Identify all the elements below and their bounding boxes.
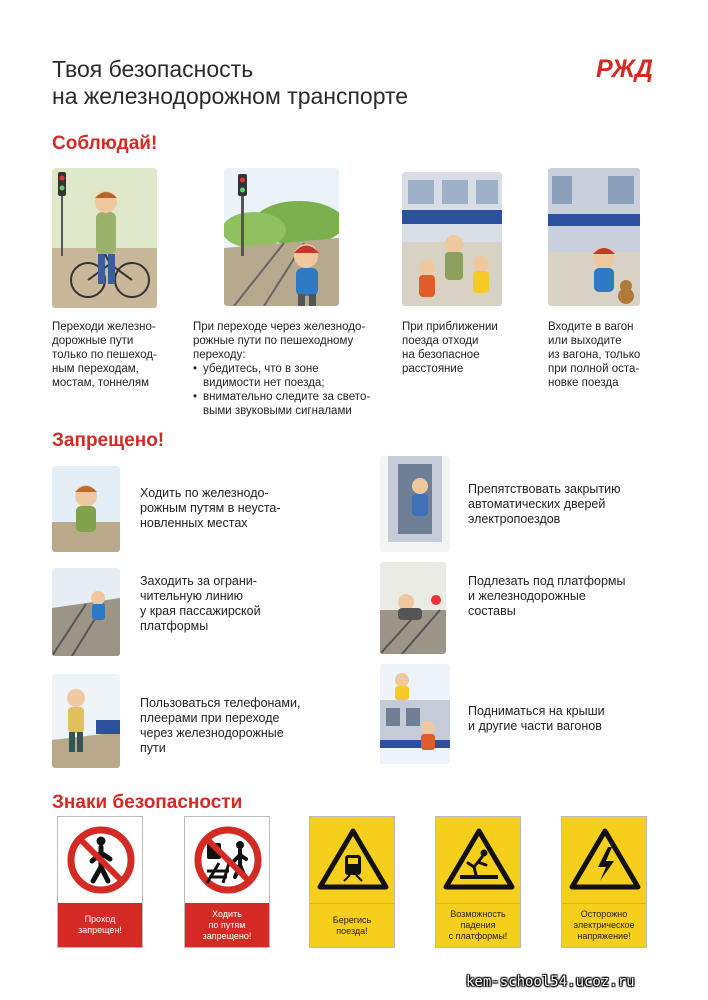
- caption-line: новке поезда: [548, 377, 619, 389]
- illustration-crossing-bike: [52, 168, 157, 308]
- caption-line: пути: [140, 741, 166, 755]
- illustration-walking-tracks: [52, 466, 120, 552]
- train-approach-illustration: [402, 172, 502, 306]
- caption-line: автоматических дверей: [468, 497, 606, 511]
- sign-label: Проход запрещен!: [58, 903, 142, 947]
- sign-fall-warning: [435, 816, 521, 948]
- train-roof-illustration: [380, 664, 450, 764]
- illustration-phone-tracks: [52, 674, 120, 768]
- caption-forbidden-2: [468, 482, 621, 527]
- caption-line: и железнодорожные: [468, 589, 586, 603]
- caption-observe-1: [52, 320, 157, 390]
- caption-line: составы: [468, 604, 516, 618]
- caption-line: на безопасное: [402, 349, 480, 361]
- caption-line: чительную линию: [140, 589, 243, 603]
- title-line-1: Твоя безопасность: [52, 56, 254, 82]
- caption-line: через железнодорожные: [140, 726, 284, 740]
- caption-line: переходу:: [193, 349, 246, 361]
- caption-forbidden-5: [140, 696, 300, 756]
- sign-train-warning: [309, 816, 395, 948]
- caption-line: Подниматься на крыши: [468, 704, 605, 718]
- caption-line: Переходи железно-: [52, 321, 156, 333]
- caption-line: плеерами при переходе: [140, 711, 280, 725]
- sign-label: Берегись поезда!: [310, 903, 394, 947]
- caption-line: ным переходам,: [52, 363, 139, 375]
- caption-observe-3: [402, 320, 498, 376]
- walking-tracks-illustration: [52, 466, 120, 552]
- illustration-train-approach: [402, 172, 502, 306]
- caption-line: только по пешеход-: [52, 349, 157, 361]
- crossing-bike-illustration: [52, 168, 157, 308]
- caption-forbidden-1: [140, 486, 281, 531]
- caption-line: при полной оста-: [548, 363, 640, 375]
- caption-bullet: • внимательно следите за свето- выми звуковыми сигналами: [193, 390, 370, 418]
- sign-no-pedestrian: [57, 816, 143, 948]
- no-pedestrian-icon: [58, 817, 144, 903]
- section-heading-observe: Соблюдай!: [52, 133, 158, 154]
- caption-line: рожные пути по пешеходному: [193, 335, 354, 347]
- caption-line: При переходе через железнодо-: [193, 321, 366, 333]
- section-heading-forbidden: Запрещено!: [52, 430, 165, 451]
- electric-warning-icon: [562, 817, 648, 903]
- illustration-under-platform: [380, 562, 446, 654]
- caption-line: При приближении: [402, 321, 498, 333]
- caption-line: поезда отходи: [402, 335, 479, 347]
- caption-line: мостам, тоннелям: [52, 377, 149, 389]
- under-platform-illustration: [380, 562, 446, 654]
- watermark: kem-school54.ucoz.ru: [466, 974, 635, 990]
- caption-line: платформы: [140, 619, 209, 633]
- caption-line: Подлезать под платформы: [468, 574, 626, 588]
- caption-line: Ходить по железнодо-: [140, 486, 269, 500]
- rzd-logo: [594, 52, 660, 84]
- boarding-train-illustration: [548, 168, 640, 306]
- caption-line: новленных местах: [140, 516, 248, 530]
- child-crossing-illustration: [224, 168, 339, 306]
- title-line-2: на железнодорожном транспорте: [52, 83, 409, 109]
- caption-line: Препятствовать закрытию: [468, 482, 621, 496]
- caption-line: Заходить за ограни-: [140, 574, 257, 588]
- caption-line: электропоездов: [468, 512, 561, 526]
- caption-line: Пользоваться телефонами,: [140, 696, 301, 710]
- caption-forbidden-6: [468, 704, 605, 734]
- sign-label: Возможность падения с платформы!: [436, 903, 520, 947]
- caption-line: из вагона, только: [548, 349, 641, 361]
- sign-label: Осторожно электрическое напряжение!: [562, 903, 646, 947]
- caption-forbidden-4: [468, 574, 626, 619]
- caption-observe-2: [193, 320, 370, 418]
- fall-warning-icon: [436, 817, 522, 903]
- caption-bullet: • убедитесь, что в зоне видимости нет поезда;: [193, 362, 370, 390]
- platform-edge-illustration: [52, 568, 120, 656]
- caption-line: и другие части вагонов: [468, 719, 602, 733]
- train-warning-icon: [310, 817, 396, 903]
- illustration-boarding-train: [548, 168, 640, 306]
- caption-observe-4: [548, 320, 640, 390]
- caption-line: Входите в вагон: [548, 321, 634, 333]
- caption-line: рожным путям в неуста-: [140, 501, 281, 515]
- caption-line: у края пассажирской: [140, 604, 261, 618]
- caption-line: или выходите: [548, 335, 622, 347]
- sign-label: Ходить по путям запрещено!: [185, 903, 269, 947]
- caption-forbidden-3: [140, 574, 261, 634]
- illustration-train-roof: [380, 664, 450, 764]
- page-title: [52, 56, 408, 110]
- caption-line: расстояние: [402, 363, 464, 375]
- section-heading-signs: Знаки безопасности: [52, 792, 243, 813]
- illustration-platform-edge: [52, 568, 120, 656]
- no-walking-on-tracks-icon: [185, 817, 271, 903]
- illustration-child-at-crossing: [224, 168, 339, 306]
- caption-line: дорожные пути: [52, 335, 134, 347]
- sign-electric-warning: [561, 816, 647, 948]
- illustration-doors: [380, 456, 450, 552]
- train-doors-illustration: [380, 456, 450, 552]
- sign-no-walking-tracks: [184, 816, 270, 948]
- caption-bullets: [193, 362, 370, 418]
- phone-tracks-illustration: [52, 674, 120, 768]
- svg-text:РЖД: РЖД: [596, 55, 653, 83]
